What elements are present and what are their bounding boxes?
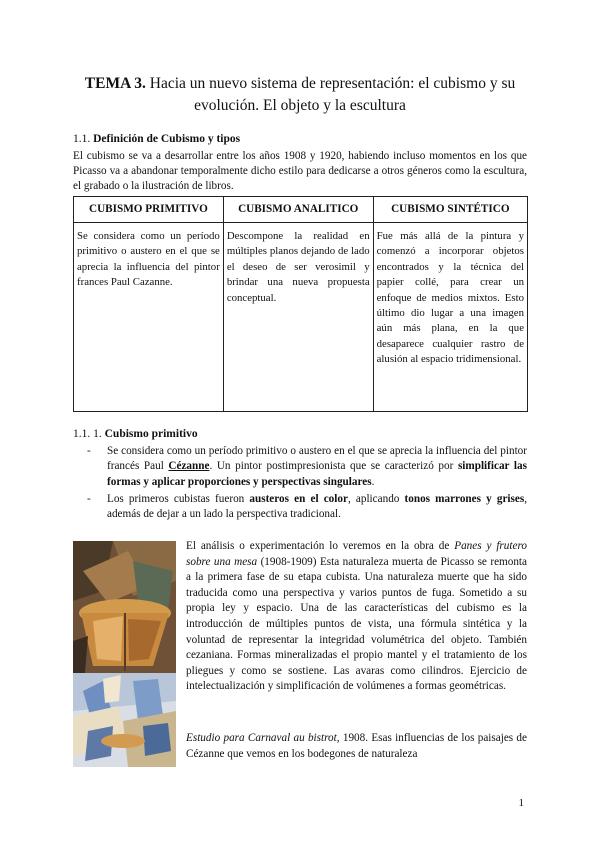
table-cell: Se considera como un período primitivo o austero en el que se aprecia la influencia del pintor frances Paul Cazanne. [74, 223, 224, 412]
table-header-row [74, 197, 528, 223]
page-number: 1 [518, 797, 524, 809]
work-title: Panes y frutero sobre una mesa [186, 540, 527, 568]
list-item: - Se considera como un período primitivo o austero en el que se aprecia la influencia del pintor francés Paul Cézanne. Un pintor postimpresionista que se caracterizó por simplificar las formas y aplicar proporciones y perspectivas singulares. [87, 445, 527, 488]
subsection-number: 1.1. 1. [73, 428, 102, 440]
title-line1: Hacia un nuevo sistema de representación: el cubismo y su [149, 75, 516, 92]
table-header: CUBISMO ANALITICO [223, 197, 373, 223]
section-title: Definición de Cubismo y tipos [93, 133, 241, 145]
page-title [60, 73, 540, 117]
table-row [74, 223, 528, 412]
bullet-list [73, 444, 527, 524]
painting-thumbnails [73, 541, 176, 767]
artwork-images [73, 541, 176, 767]
subsection-heading [73, 428, 198, 440]
cezanne-name: Cézanne [168, 460, 210, 473]
title-line2: evolución. El objeto y la escultura [194, 97, 406, 114]
section-number: 1.1. [73, 133, 91, 145]
cubism-types-table [73, 196, 528, 412]
section-heading [73, 133, 240, 145]
work-title-2: Estudio para Carnaval au bistrot [186, 732, 337, 744]
table-header: CUBISMO PRIMITIVO [74, 197, 224, 223]
analysis-paragraph: El análisis o experimentación lo veremos en la obra de Panes y frutero sobre una mesa (1908-1909) Esta naturaleza muerta de Picasso se remonta a la primera fase de su etapa cubista. Una naturaleza muerte que ha sido traducida como una perspectiva y varios puntos de fuga. Sometido a su propia ley y espacio. Una de las características del cubismo es la introducción de múltiples puntos de vista, una fórmula sintética y la voluntad de representar la integridad volumétrica del objeto. También cezaniana. Formas mineralizadas el propio mantel y el tratamiento de los pliegues y como se sostiene. Las avaras como cilindros. Ejercicio de intelectualización y simplificación de volúmenes a formas geométricas. [186, 540, 528, 693]
subsection-title: Cubismo primitivo [104, 428, 198, 440]
list-item: - Los primeros cubistas fueron austeros en el color, aplicando tonos marrones y grises, además de dejar a un lado la perspectiva tradicional. [87, 492, 527, 521]
table-cell: Fue más allá de la pintura y comenzó a incorporar objetos encontrados y la técnica del papier collé, para crear un enfoque de medios mixtos. Esto último dio lugar a una imagen aún más plana, en la que desaparece cualquier rastro de alusión al espacio tridimensional. [373, 223, 527, 412]
table-cell: Descompone la realidad en múltiples planos dejando de lado el deseo de ser verosimil y brindar una nueva propuesta conceptual. [223, 223, 373, 412]
title-lead: TEMA 3. [84, 75, 146, 92]
table-header: CUBISMO SINTÉTICO [373, 197, 527, 223]
intro-paragraph: El cubismo se va a desarrollar entre los años 1908 y 1920, habiendo incluso momentos en los que Picasso va a abandonar temporalmente dicho estilo para dedicarse a otros géneros como la escultura, el grabado o la ilustración de libros. [73, 150, 527, 193]
analysis-paragraph-2: Estudio para Carnaval au bistrot, 1908. Esas influencias de los paisajes de Cézanne que vemos en los bodegones de naturaleza [186, 732, 527, 760]
